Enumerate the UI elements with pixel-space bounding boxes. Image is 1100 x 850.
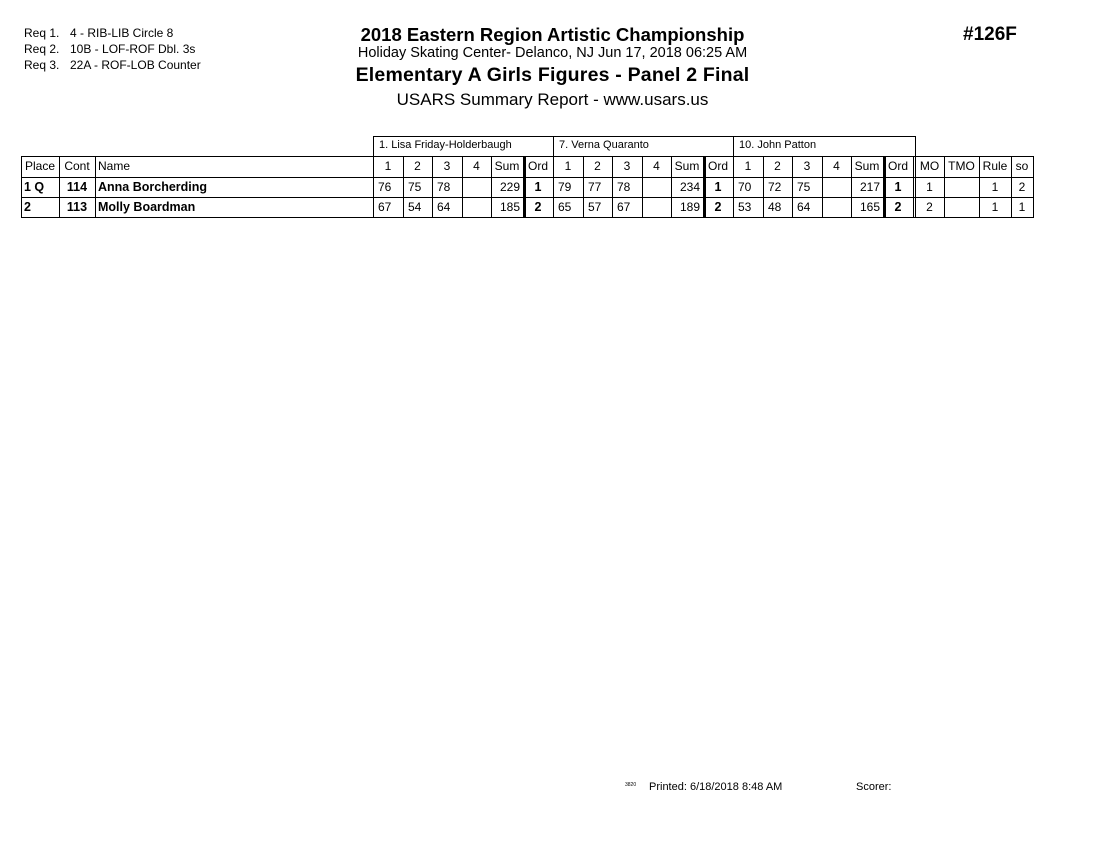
judge-header-1: 1. Lisa Friday-Holderbaugh	[379, 139, 512, 151]
judge-3-sum: 165	[859, 200, 880, 214]
judge-1-s2: 54	[408, 200, 422, 214]
judge-1-s1: 76	[378, 180, 392, 194]
judge-2-column-header: 2	[594, 159, 601, 173]
judge-3-column-header: Ord	[887, 159, 908, 173]
column-header-tmo: TMO	[948, 159, 975, 173]
venue-line: Holiday Skating Center- Delanco, NJ Jun 17, 2018 06:25 AM	[357, 45, 748, 61]
judge-header-3: 10. John Patton	[739, 139, 817, 151]
judge-2-s3: 67	[617, 200, 631, 214]
judge-2-column-header: 1	[564, 159, 572, 173]
scorer-label: Scorer:	[856, 781, 892, 793]
judge-1-ord: 1	[534, 180, 542, 194]
event-number: #126F	[963, 24, 1017, 45]
judge-2-ord: 1	[714, 180, 722, 194]
judge-3-s3: 64	[797, 200, 811, 214]
report-title: USARS Summary Report - www.usars.us	[396, 90, 709, 109]
row-cont: 114	[66, 180, 88, 194]
judge-1-column-header: 1	[384, 159, 392, 173]
grid-line	[1033, 156, 1034, 217]
column-header-cont: Cont	[64, 159, 90, 173]
judge-2-column-header: Ord	[707, 159, 728, 173]
judge-1-s3: 64	[437, 200, 451, 214]
grid-line	[913, 156, 914, 217]
judge-2-column-header: 4	[653, 159, 660, 173]
judge-3-column-header: 2	[774, 159, 781, 173]
row-rule: 1	[991, 200, 999, 214]
row-so: 2	[1018, 180, 1026, 194]
judge-2-s1: 65	[558, 200, 572, 214]
judge-3-s2: 72	[768, 180, 782, 194]
judge-3-s1: 70	[738, 180, 752, 194]
judge-2-column-header: 3	[623, 159, 631, 173]
row-rule: 1	[991, 180, 999, 194]
judge-1-sum: 185	[499, 200, 520, 214]
judge-3-s3: 75	[797, 180, 811, 194]
judge-2-s2: 57	[588, 200, 602, 214]
row-mo: 2	[926, 200, 933, 214]
judge-3-s1: 53	[738, 200, 752, 214]
judge-1-column-header: 3	[443, 159, 451, 173]
requirement-text: 4 - RIB-LIB Circle 8	[70, 26, 174, 40]
championship-title: 2018 Eastern Region Artistic Championship	[360, 24, 745, 45]
judge-3-sum: 217	[859, 180, 880, 194]
judge-1-column-header: 4	[473, 159, 480, 173]
requirement-label: Req 3.	[24, 58, 60, 72]
judge-1-s3: 78	[437, 180, 451, 194]
judge-1-column-header: Ord	[527, 159, 548, 173]
judge-3-ord: 2	[894, 200, 902, 214]
judge-3-column-header: 3	[803, 159, 811, 173]
judge-1-column-header: Sum	[494, 159, 520, 173]
requirement-label: Req 1.	[24, 26, 60, 40]
judge-3-column-header: 4	[833, 159, 840, 173]
judge-1-s2: 75	[408, 180, 422, 194]
column-header-name: Name	[98, 159, 131, 173]
results-table	[0, 0, 1100, 240]
judge-3-column-header: 1	[744, 159, 752, 173]
row-so: 1	[1018, 200, 1026, 214]
column-header-place: Place	[24, 159, 56, 173]
judge-2-s3: 78	[617, 180, 631, 194]
judge-2-s2: 77	[588, 180, 602, 194]
judge-3-s2: 48	[768, 200, 782, 214]
event-title: Elementary A Girls Figures - Panel 2 Final	[355, 64, 750, 86]
column-header-rule: Rule	[982, 159, 1008, 173]
row-name: Anna Borcherding	[98, 180, 208, 194]
requirement-text: 22A - ROF-LOB Counter	[70, 58, 201, 72]
row-mo: 1	[926, 180, 933, 194]
judge-3-column-header: Sum	[854, 159, 880, 173]
row-place: 1 Q	[24, 180, 45, 194]
column-header-mo: MO	[919, 159, 940, 173]
requirement-text: 10B - LOF-ROF Dbl. 3s	[70, 42, 196, 56]
judge-1-sum: 229	[499, 180, 520, 194]
requirement-label: Req 2.	[24, 42, 60, 56]
judge-3-ord: 1	[894, 180, 902, 194]
judge-2-ord: 2	[714, 200, 722, 214]
row-place: 2	[24, 200, 31, 214]
footer-code: 3820	[625, 782, 637, 788]
judge-1-ord: 2	[534, 200, 542, 214]
judge-1-s1: 67	[378, 200, 392, 214]
judge-2-column-header: Sum	[674, 159, 700, 173]
grid-line	[21, 217, 1034, 218]
judge-2-sum: 234	[679, 180, 700, 194]
judge-1-column-header: 2	[414, 159, 421, 173]
row-cont: 113	[66, 200, 88, 214]
judge-header-2: 7. Verna Quaranto	[559, 139, 649, 151]
row-name: Molly Boardman	[98, 200, 196, 214]
judge-2-s1: 79	[558, 180, 572, 194]
judge-2-sum: 189	[679, 200, 700, 214]
printed-timestamp: Printed: 6/18/2018 8:48 AM	[649, 781, 783, 793]
column-header-so: so	[1015, 159, 1029, 173]
